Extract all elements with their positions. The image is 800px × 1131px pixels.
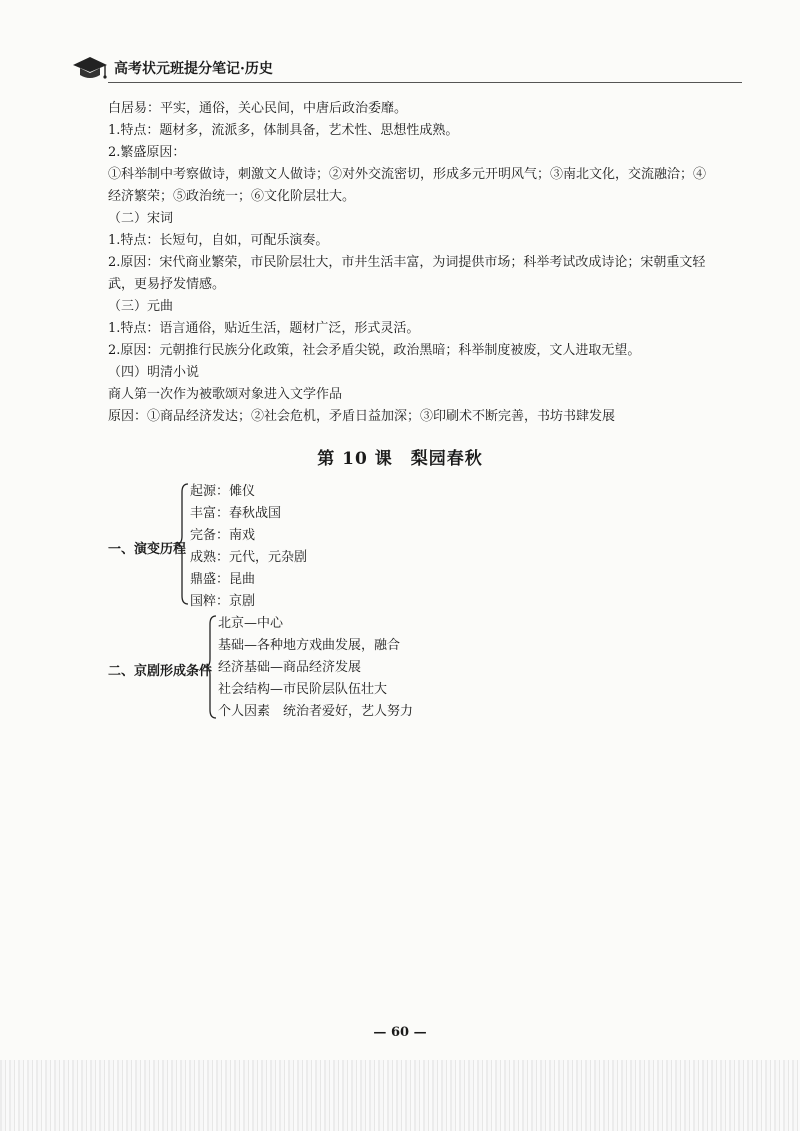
paragraph: 2.原因：宋代商业繁荣，市民阶层壮大，市井生活丰富，为词提供市场；科举考试改成诗论；宋朝重文轻武，更易抒发情感。 [108,255,706,292]
graduation-cap-icon [72,54,108,82]
paragraph: 1.特点：长短句，自如，可配乐演奏。 [108,233,329,248]
paragraph: 原因：①商品经济发达；②社会危机，矛盾日益加深；③印刷术不断完善，书坊书肆发展 [108,409,616,424]
jingju-conditions-tree [108,612,528,724]
paragraph: 1.特点：题材多，流派多，体制具备，艺术性、思想性成熟。 [108,123,459,138]
paragraph: 商人第一次作为被歌颂对象进入文学作品 [108,387,343,402]
tree-branch: 完备：南戏 [190,528,256,543]
running-header [62,52,742,84]
tree-branch: 个人因素 统治者爱好，艺人努力 [218,704,414,719]
tree-branch: 经济基础—商品经济发展 [218,660,362,675]
paragraph: ①科举制中考察做诗，刺激文人做诗；②对外交流密切，形成多元开明风气；③南北文化，交流融洽；④经济繁荣；⑤政治统一；⑥文化阶层壮大。 [108,167,707,204]
brace-icon [204,614,218,720]
lesson-title: 第 10 课 梨园春秋 [317,449,483,469]
tree-branch: 成熟：元代，元杂剧 [190,550,308,565]
tree-branch: 北京—中心 [218,616,284,631]
tree-branch: 丰富：春秋战国 [190,506,282,521]
header-title: 高考状元班提分笔记·历史 [114,61,273,77]
notes-body [108,98,708,428]
header-rule [108,82,742,83]
section-heading: （三）元曲 [108,299,174,314]
tree-root-label: 二、京剧形成条件 [108,664,213,679]
page-number: — 60 — [373,1025,427,1040]
paragraph: 2.繁盛原因： [108,145,186,160]
tree-branch: 基础—各种地方戏曲发展，融合 [218,638,401,653]
tree-branch: 鼎盛：昆曲 [190,572,256,587]
tree-branch: 社会结构—市民阶层队伍壮大 [218,682,388,697]
paragraph: 2.原因：元朝推行民族分化政策，社会矛盾尖锐，政治黑暗；科举制度被废，文人进取无望。 [108,343,641,358]
evolution-tree [108,480,508,610]
paragraph: 1.特点：语言通俗，贴近生活，题材广泛，形式灵活。 [108,321,420,336]
scan-noise-strip [0,1060,800,1131]
tree-root-label: 一、演变历程 [108,542,187,557]
paragraph: 白居易：平实，通俗，关心民间，中唐后政治委靡。 [108,101,408,116]
brace-icon [176,482,190,606]
tree-branch: 国粹：京剧 [190,594,256,609]
section-heading: （二）宋词 [108,211,174,226]
section-heading: （四）明清小说 [108,365,200,380]
tree-branch: 起源：傩仪 [190,484,256,499]
